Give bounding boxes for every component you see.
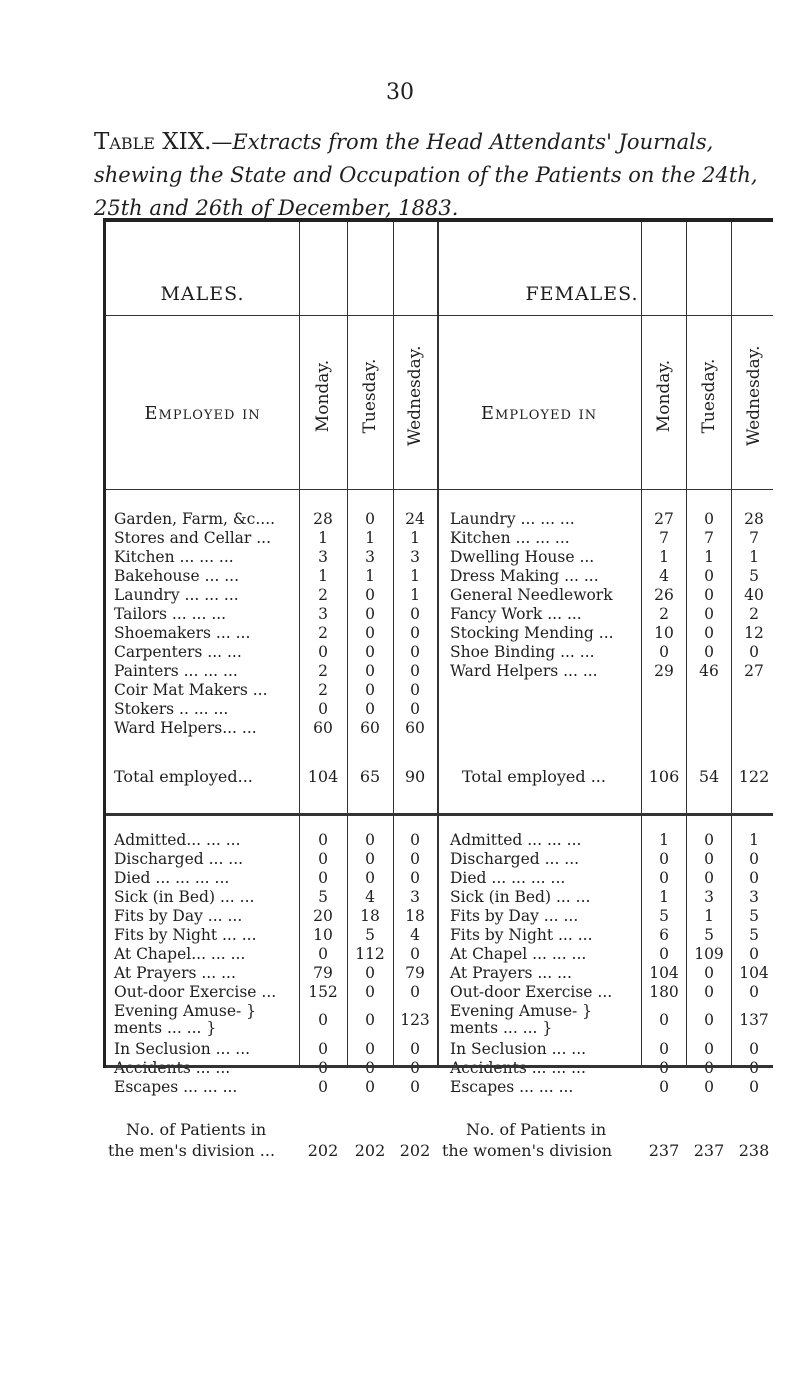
female-label: General Needlework — [450, 586, 613, 604]
table-title: Extracts from the Head Attendants' Journals, shewing the State and Occupation of the Patients on the 24th, 25th and 26th of December, 1883. — [94, 130, 758, 220]
cell: 1 — [365, 529, 375, 547]
cell: 4 — [659, 567, 669, 585]
cell: 0 — [749, 983, 759, 1001]
table-row — [106, 831, 776, 850]
table-row — [106, 945, 776, 964]
cell: 5 — [749, 567, 759, 585]
male-employed-heading: Employed in — [144, 403, 261, 424]
cell: 0 — [704, 605, 714, 623]
patient-count-row — [106, 1120, 776, 1162]
cell: 18 — [360, 907, 380, 925]
page-number: 30 — [386, 80, 414, 105]
cell: 152 — [308, 983, 338, 1001]
cell: 60 — [360, 719, 380, 737]
cell: 123 — [400, 1011, 430, 1029]
cell: 3 — [704, 888, 714, 906]
table-row — [106, 719, 776, 738]
table-row — [106, 1059, 776, 1078]
cell: 79 — [313, 964, 333, 982]
cell: 0 — [410, 643, 420, 661]
cell: 112 — [355, 945, 385, 963]
cell: 3 — [365, 548, 375, 566]
cell: 0 — [749, 643, 759, 661]
cell: 2 — [318, 624, 328, 642]
female-label: Out-door Exercise ... — [450, 983, 613, 1001]
cell: 3 — [749, 888, 759, 906]
cell: 5 — [704, 926, 714, 944]
cell: 27 — [654, 510, 674, 528]
cell: 0 — [318, 1011, 328, 1029]
male-label: Carpenters ... ... — [114, 643, 242, 661]
cell: 0 — [704, 624, 714, 642]
cell: 5 — [749, 926, 759, 944]
female-count-label: No. of Patients in — [466, 1120, 607, 1139]
cell: 18 — [405, 907, 425, 925]
cell: 0 — [410, 605, 420, 623]
cell: 0 — [410, 1040, 420, 1058]
female-label: At Chapel ... ... ... — [450, 945, 587, 963]
table-row — [106, 643, 776, 662]
table-row — [106, 510, 776, 529]
female-label: Ward Helpers ... ... — [450, 662, 598, 680]
table-row — [106, 1040, 776, 1059]
cell: 0 — [365, 983, 375, 1001]
cell: 0 — [704, 1078, 714, 1096]
cell: 0 — [704, 586, 714, 604]
cell: 180 — [649, 983, 679, 1001]
cell: 0 — [704, 964, 714, 982]
cell: 0 — [749, 850, 759, 868]
male-label: Stores and Cellar ... — [114, 529, 272, 547]
cell: 0 — [704, 831, 714, 849]
cell: 3 — [410, 548, 420, 566]
male-label: In Seclusion ... ... — [114, 1040, 251, 1058]
male-count-label-cont: the men's division ... — [108, 1141, 276, 1160]
male-label: Coir Mat Makers ... — [114, 681, 268, 699]
cell: 0 — [410, 983, 420, 1001]
cell: 1 — [410, 567, 420, 585]
cell: 1 — [749, 548, 759, 566]
cell: 0 — [659, 1011, 669, 1029]
male-label: Painters ... ... ... — [114, 662, 238, 680]
male-label: Admitted... ... ... — [114, 831, 241, 849]
female-employed-heading: Employed in — [480, 403, 598, 424]
female-label: Escapes ... ... ... — [450, 1078, 574, 1096]
cell: 26 — [654, 586, 674, 604]
cell: 0 — [410, 700, 420, 718]
cell: 137 — [739, 1011, 769, 1029]
cell: 0 — [410, 681, 420, 699]
cell: 2 — [318, 662, 328, 680]
cell: 0 — [365, 850, 375, 868]
table-caption — [94, 126, 784, 225]
cell: 1 — [318, 567, 328, 585]
cell: 0 — [659, 1059, 669, 1077]
female-label: Evening Amuse- } — [450, 1002, 593, 1020]
male-label: Bakehouse ... ... — [114, 567, 240, 585]
male-label: Ward Helpers... ... — [114, 719, 257, 737]
female-label: Shoe Binding ... ... — [450, 643, 595, 661]
table-row — [106, 624, 776, 643]
male-label: Out-door Exercise ... — [114, 983, 277, 1001]
cell: 0 — [704, 869, 714, 887]
cell: 0 — [365, 1059, 375, 1077]
cell: 0 — [749, 1059, 759, 1077]
cell: 106 — [648, 767, 680, 786]
cell: 1 — [659, 548, 669, 566]
cell: 0 — [704, 983, 714, 1001]
cell: 0 — [749, 869, 759, 887]
male-label: Stokers .. ... ... — [114, 700, 229, 718]
cell: 0 — [365, 1040, 375, 1058]
cell: 0 — [318, 1078, 328, 1096]
male-label: Escapes ... ... ... — [114, 1078, 238, 1096]
female-label: Dress Making ... ... — [450, 567, 599, 585]
male-label: Sick (in Bed) ... ... — [114, 888, 255, 906]
cell: 90 — [404, 767, 426, 786]
cell: 2 — [318, 586, 328, 604]
male-label: Kitchen ... ... ... — [114, 548, 234, 566]
cell: 10 — [313, 926, 333, 944]
cell: 0 — [659, 945, 669, 963]
cell: 0 — [704, 643, 714, 661]
cell: 104 — [649, 964, 679, 982]
cell: 0 — [318, 945, 328, 963]
cell: 54 — [698, 767, 720, 786]
cell: 104 — [739, 964, 769, 982]
cell: 0 — [318, 700, 328, 718]
table-row — [106, 605, 776, 624]
female-total-label: Total employed ... — [462, 767, 606, 786]
table-row — [106, 869, 776, 888]
female-label: Discharged ... ... — [450, 850, 580, 868]
cell: 0 — [365, 510, 375, 528]
cell: 40 — [744, 586, 764, 604]
cell: 5 — [749, 907, 759, 925]
cell: 0 — [704, 510, 714, 528]
female-tuesday-heading: Tuesday. — [699, 358, 719, 434]
table-row — [106, 926, 776, 945]
cell: 0 — [365, 869, 375, 887]
cell: 0 — [659, 643, 669, 661]
female-label: Sick (in Bed) ... ... — [450, 888, 591, 906]
cell: 202 — [307, 1141, 339, 1160]
male-label: Tailors ... ... ... — [114, 605, 227, 623]
cell: 60 — [405, 719, 425, 737]
cell: 5 — [365, 926, 375, 944]
cell: 0 — [749, 1040, 759, 1058]
cell: 60 — [313, 719, 333, 737]
cell: 109 — [694, 945, 724, 963]
cell: 7 — [704, 529, 714, 547]
cell: 0 — [704, 1011, 714, 1029]
cell: 7 — [659, 529, 669, 547]
cell: 0 — [318, 850, 328, 868]
cell: 28 — [744, 510, 764, 528]
table-row — [106, 548, 776, 567]
cell: 0 — [410, 831, 420, 849]
header-bottom-rule — [106, 489, 773, 490]
male-label-cont: ments ... ... } — [114, 1019, 217, 1037]
male-total-label: Total employed... — [114, 767, 253, 786]
cell: 237 — [693, 1141, 725, 1160]
table-row — [106, 586, 776, 605]
caption-dash: — — [211, 130, 233, 154]
male-wednesday-heading: Wednesday. — [405, 345, 425, 446]
cell: 237 — [648, 1141, 680, 1160]
cell: 104 — [307, 767, 339, 786]
cell: 29 — [654, 662, 674, 680]
cell: 0 — [365, 681, 375, 699]
cell: 0 — [318, 869, 328, 887]
cell: 1 — [410, 586, 420, 604]
female-label: Kitchen ... ... ... — [450, 529, 570, 547]
table-row — [106, 888, 776, 907]
cell: 0 — [704, 1040, 714, 1058]
cell: 0 — [704, 567, 714, 585]
table-row — [106, 964, 776, 983]
cell: 0 — [659, 850, 669, 868]
male-label: Fits by Day ... ... — [114, 907, 243, 925]
cell: 7 — [749, 529, 759, 547]
female-label: Fits by Night ... ... — [450, 926, 593, 944]
cell: 24 — [405, 510, 425, 528]
female-label: In Seclusion ... ... — [450, 1040, 587, 1058]
cell: 20 — [313, 907, 333, 925]
table-bottom-rule — [106, 1065, 773, 1068]
female-label-cont: ments ... ... } — [450, 1019, 553, 1037]
male-label: Evening Amuse- } — [114, 1002, 257, 1020]
cell: 79 — [405, 964, 425, 982]
male-count-label: No. of Patients in — [126, 1120, 267, 1139]
cell: 0 — [410, 1059, 420, 1077]
female-label: Stocking Mending ... — [450, 624, 614, 642]
cell: 0 — [659, 1078, 669, 1096]
cell: 0 — [365, 624, 375, 642]
table-row — [106, 567, 776, 586]
cell: 0 — [365, 605, 375, 623]
cell: 0 — [365, 662, 375, 680]
cell: 0 — [365, 1078, 375, 1096]
table-row — [106, 907, 776, 926]
cell: 2 — [749, 605, 759, 623]
cell: 1 — [659, 888, 669, 906]
cell: 3 — [318, 605, 328, 623]
cell: 10 — [654, 624, 674, 642]
female-label: Fancy Work ... ... — [450, 605, 582, 623]
male-label: Laundry ... ... ... — [114, 586, 239, 604]
male-label: Accidents ... ... — [114, 1059, 231, 1077]
male-monday-heading: Monday. — [313, 359, 333, 433]
males-heading: MALES. — [160, 283, 245, 305]
cell: 1 — [749, 831, 759, 849]
cell: 0 — [704, 850, 714, 868]
cell: 0 — [318, 831, 328, 849]
cell: 238 — [738, 1141, 770, 1160]
section-rule — [106, 813, 773, 816]
cell: 5 — [318, 888, 328, 906]
cell: 6 — [659, 926, 669, 944]
cell: 1 — [704, 548, 714, 566]
journal-table — [103, 218, 773, 1160]
cell: 28 — [313, 510, 333, 528]
cell: 0 — [365, 586, 375, 604]
cell: 0 — [410, 945, 420, 963]
male-label: Died ... ... ... ... — [114, 869, 230, 887]
male-tuesday-heading: Tuesday. — [360, 358, 380, 434]
cell: 0 — [749, 945, 759, 963]
cell: 2 — [659, 605, 669, 623]
cell: 0 — [410, 662, 420, 680]
cell: 0 — [410, 869, 420, 887]
cell: 0 — [318, 1040, 328, 1058]
cell: 0 — [410, 1078, 420, 1096]
cell: 0 — [365, 700, 375, 718]
cell: 65 — [359, 767, 381, 786]
female-label: Dwelling House ... — [450, 548, 595, 566]
cell: 0 — [410, 850, 420, 868]
female-wednesday-heading: Wednesday. — [744, 345, 764, 446]
female-label: Accidents ... ... ... — [450, 1059, 586, 1077]
cell: 5 — [659, 907, 669, 925]
cell: 0 — [749, 1078, 759, 1096]
cell: 1 — [659, 831, 669, 849]
male-label: Shoemakers ... ... — [114, 624, 251, 642]
male-label: Fits by Night ... ... — [114, 926, 257, 944]
table-row — [106, 662, 776, 681]
table-row — [106, 700, 776, 719]
cell: 0 — [365, 831, 375, 849]
male-label: At Prayers ... ... — [114, 964, 236, 982]
female-label: Laundry ... ... ... — [450, 510, 575, 528]
cell: 3 — [410, 888, 420, 906]
cell: 202 — [354, 1141, 386, 1160]
cell: 0 — [410, 624, 420, 642]
female-monday-heading: Monday. — [654, 359, 674, 433]
cell: 0 — [704, 1059, 714, 1077]
table-row — [106, 529, 776, 548]
male-label: Discharged ... ... — [114, 850, 244, 868]
cell: 0 — [365, 643, 375, 661]
cell: 0 — [318, 1059, 328, 1077]
table-row — [106, 850, 776, 869]
table-row — [106, 1078, 776, 1097]
cell: 46 — [699, 662, 719, 680]
table-row — [106, 1002, 776, 1040]
male-label: At Chapel... ... ... — [114, 945, 246, 963]
cell: 0 — [659, 1040, 669, 1058]
male-label: Garden, Farm, &c.... — [114, 510, 276, 528]
table-row — [106, 983, 776, 1002]
cell: 1 — [318, 529, 328, 547]
cell: 0 — [659, 869, 669, 887]
female-label: Fits by Day ... ... — [450, 907, 579, 925]
table-row — [106, 681, 776, 700]
cell: 202 — [399, 1141, 431, 1160]
header-rule — [106, 315, 773, 316]
cell: 1 — [365, 567, 375, 585]
female-count-label-cont: the women's division — [442, 1141, 613, 1160]
cell: 4 — [365, 888, 375, 906]
cell: 1 — [410, 529, 420, 547]
female-label: Died ... ... ... ... — [450, 869, 566, 887]
cell: 12 — [744, 624, 764, 642]
cell: 1 — [704, 907, 714, 925]
female-label: At Prayers ... ... — [450, 964, 572, 982]
cell: 0 — [318, 643, 328, 661]
cell: 27 — [744, 662, 764, 680]
cell: 122 — [738, 767, 770, 786]
females-heading: FEMALES. — [525, 283, 639, 305]
table-label: Table XIX. — [94, 129, 212, 155]
total-row — [106, 767, 776, 786]
cell: 2 — [318, 681, 328, 699]
female-label: Admitted ... ... ... — [450, 831, 582, 849]
cell: 3 — [318, 548, 328, 566]
cell: 4 — [410, 926, 420, 944]
cell: 0 — [365, 1011, 375, 1029]
cell: 0 — [365, 964, 375, 982]
